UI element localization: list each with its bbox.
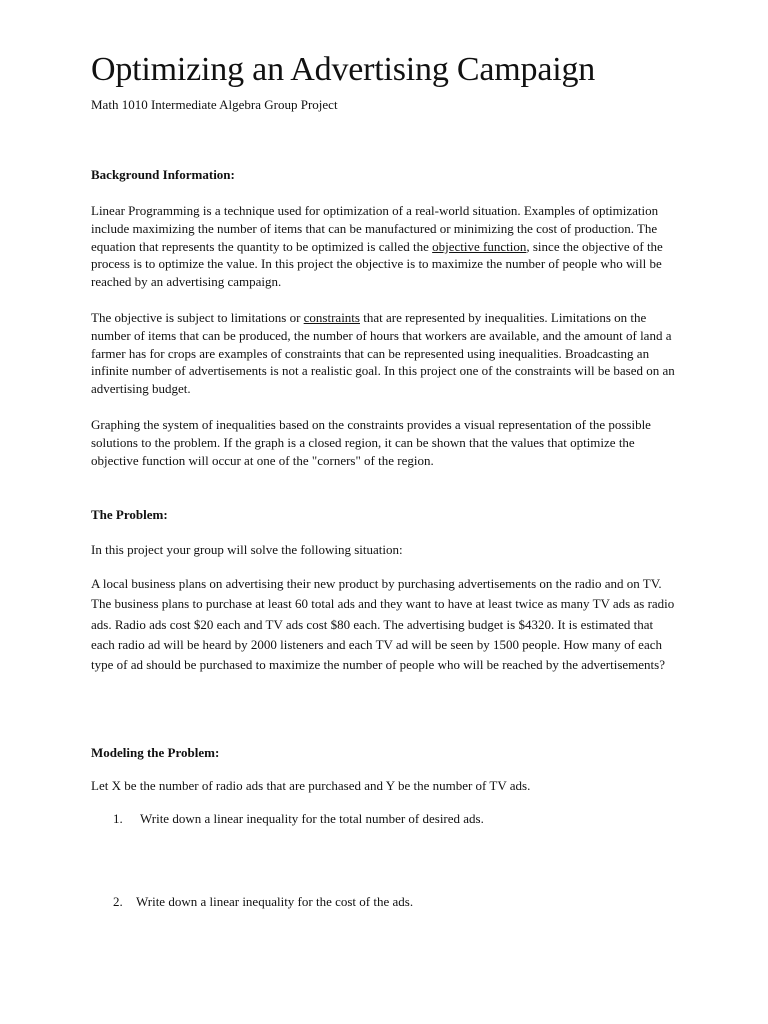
- problem-heading: The Problem:: [91, 507, 168, 522]
- list-item-2: [113, 893, 413, 911]
- background-paragraph-3: Graphing the system of inequalities based on the constraints provides a visual representation of the possible solutions to the problem. If the graph is a closed region, it can be shown that the values that optimize the objective function will occur at one of the "corners" of the region.: [91, 417, 651, 468]
- list-item-2-number: 2.: [113, 894, 123, 909]
- problem-intro: In this project your group will solve the following situation:: [91, 542, 403, 557]
- background-p1-text-after: , since the objective of the process is to optimize the value. In this project the objective is to maximize the number of people who will be reached by an advertising campaign.: [91, 238, 663, 290]
- list-item-1: [113, 810, 484, 828]
- background-paragraph-2: [91, 309, 675, 398]
- background-p2-text-before: The objective is subject to limitations or: [91, 310, 304, 325]
- background-p1-text-before: Linear Programming is a technique used for optimization of a real-world situation. Examples of optimization include maximizing the number of items that can be manufactured or minimizing the cost of production. The equation that represents the quantity to be optimized is called the: [91, 203, 659, 254]
- document-subtitle: Math 1010 Intermediate Algebra Group Project: [91, 97, 338, 112]
- modeling-intro: Let X be the number of radio ads that are purchased and Y be the number of TV ads.: [91, 778, 531, 793]
- list-item-1-number: 1.: [113, 811, 123, 826]
- background-paragraph-1: [91, 202, 675, 291]
- document-title: Optimizing an Advertising Campaign: [91, 51, 596, 88]
- background-p2-text-after: that are represented by inequalities. Limitations on the number of items that can be produced, the number of hours that workers are available, and the amount of land a farmer has for crops are examples of constraints that can be represented using inequalities. Broadcasting an infinite number of advertisements is not a realistic goal. In this project one of the constraints will be based on an advertising budget.: [91, 310, 675, 397]
- list-item-1-text: Write down a linear inequality for the total number of desired ads.: [140, 811, 484, 826]
- background-heading: Background Information:: [91, 167, 235, 182]
- modeling-heading: Modeling the Problem:: [91, 745, 220, 760]
- list-item-2-text: Write down a linear inequality for the cost of the ads.: [136, 894, 414, 909]
- problem-text: A local business plans on advertising their new product by purchasing advertisements on the radio and on TV. The business plans to purchase at least 60 total ads and they want to have at least twice as many TV ads as radio ads. Radio ads cost $20 each and TV ads cost $80 each. The advertising budget is $4320. It is estimated that each radio ad will be heard by 2000 listeners and each TV ad will be seen by 1500 people. How many of each type of ad should be purchased to maximize the number of people who will be reached by the advertisements?: [91, 576, 675, 673]
- objective-function-term: objective function: [432, 238, 527, 254]
- constraints-term: constraints: [303, 310, 360, 325]
